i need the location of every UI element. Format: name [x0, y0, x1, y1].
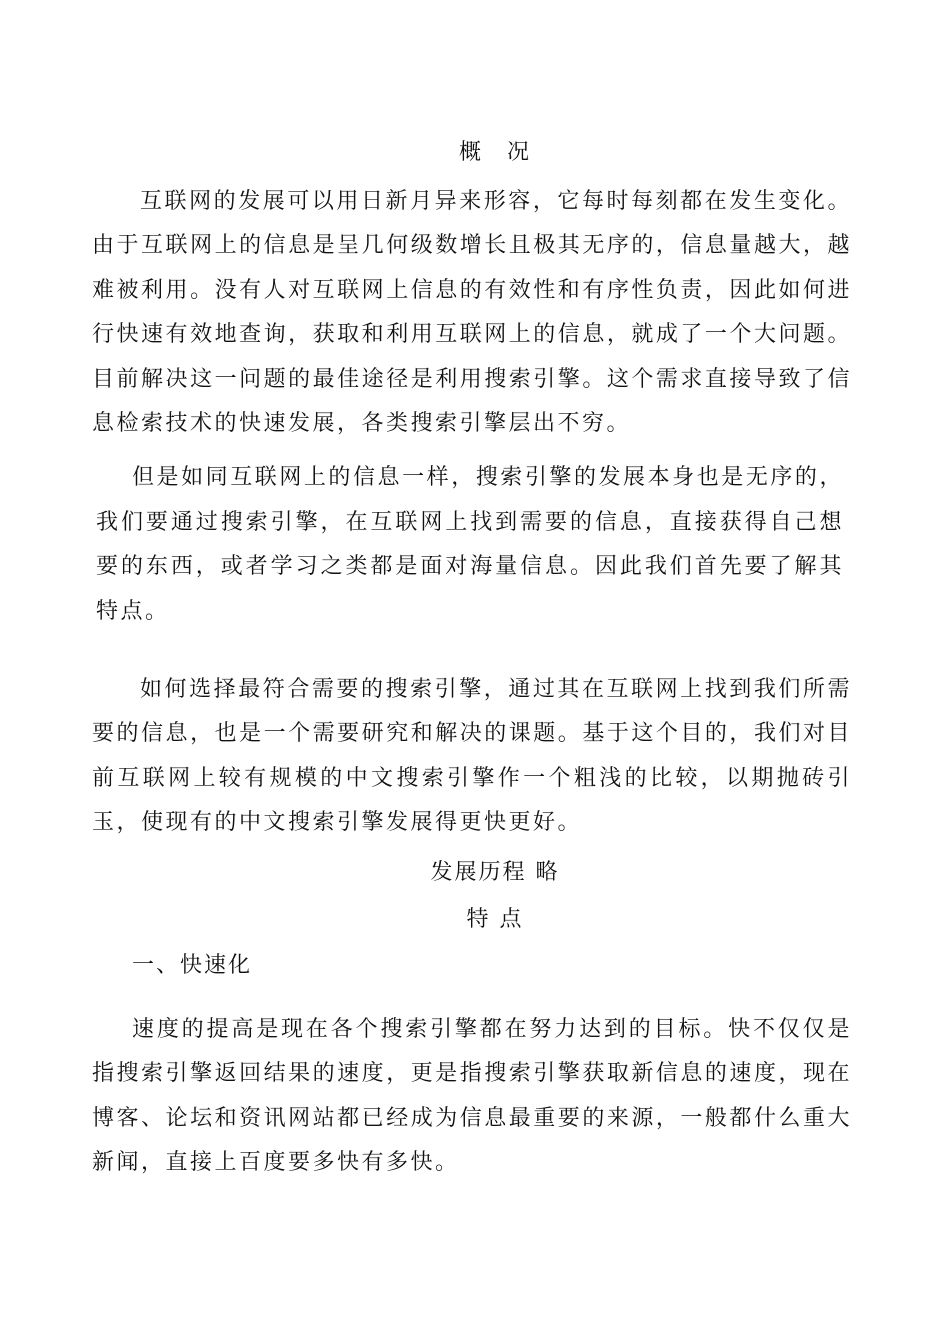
paragraph-speed: 速度的提高是现在各个搜索引擎都在努力达到的目标。快不仅仅是指搜索引擎返回结果的速度，更是指搜索引擎获取新信息的速度，现在博客、论坛和资讯网站都已经成为信息最重要的来源，一般都什么重大新闻，直接上百度要多快有多快。 [92, 1017, 852, 1176]
paragraph-disorder: 但是如同互联网上的信息一样，搜索引擎的发展本身也是无序的，我们要通过搜索引擎，在互联网上找到需要的信息，直接获得自己想要的东西，或者学习之类都是面对海量信息。因此我们首先要了解其特点。 [96, 465, 844, 624]
section-title-overview: 概 况 [458, 140, 531, 165]
section-title-features: 特 点 [466, 907, 524, 932]
subheading-speed: 一、快速化 [132, 953, 253, 978]
section-title-history: 发展历程 略 [430, 860, 560, 885]
paragraph-intro: 互联网的发展可以用日新月异来形容，它每时每刻都在发生变化。由于互联网上的信息是呈几何级数增长且极其无序的，信息量越大，越难被利用。没有人对互联网上信息的有效性和有序性负责，因此如何进行快速有效地查询，获取和利用互联网上的信息，就成了一个大问题。目前解决这一问题的最佳途径是利用搜索引擎。这个需求直接导致了信息检索技术的快速发展，各类搜索引擎层出不穷。 [92, 189, 852, 437]
paragraph-purpose: 如何选择最符合需要的搜索引擎，通过其在互联网上找到我们所需要的信息，也是一个需要研究和解决的课题。基于这个目的，我们对目前互联网上较有规模的中文搜索引擎作一个粗浅的比较，以期抛砖引玉，使现有的中文搜索引擎发展得更快更好。 [92, 677, 852, 836]
